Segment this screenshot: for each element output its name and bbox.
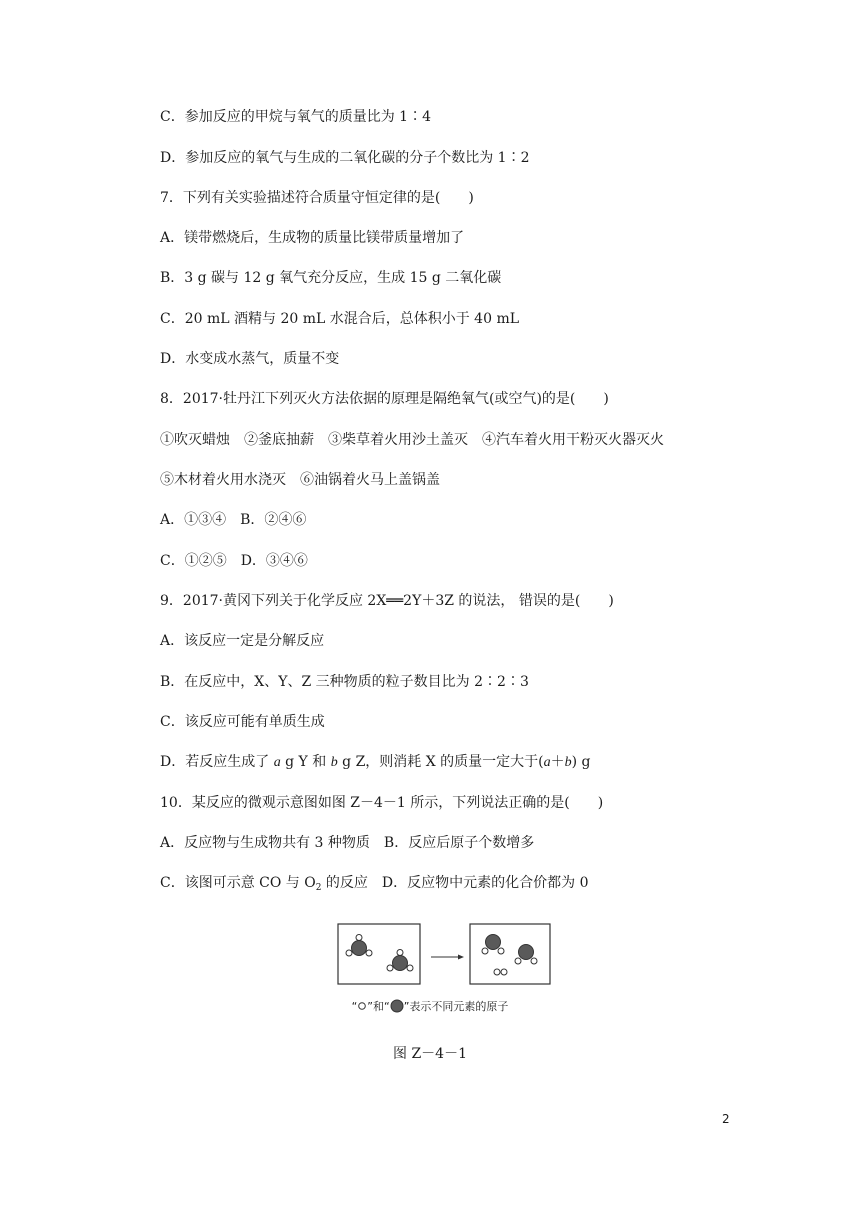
reaction-arrow: [431, 955, 464, 960]
q7-option-c: C．20 mL 酒精与 20 mL 水混合后，总体积小于 40 mL: [160, 311, 520, 327]
light-atom: [531, 958, 537, 964]
figure-caption: 图 Z－4－1: [393, 1046, 467, 1062]
q8-items-line2: ⑤木材着火用水浇灭 ⑥油锅着火马上盖锅盖: [160, 472, 440, 488]
dark-atom: [519, 945, 534, 960]
q7-option-a: A．镁带燃烧后，生成物的质量比镁带质量增加了: [160, 230, 465, 246]
q8-options-ab: A．①③④ B．②④⑥: [160, 512, 307, 528]
light-atom: [482, 948, 488, 954]
q7-option-d: D．水变成水蒸气，质量不变: [160, 351, 340, 367]
q9-option-d: D．若反应生成了 a g Y 和 b g Z，则消耗 X 的质量一定大于(a＋b) g: [160, 754, 591, 770]
q9-option-b: B．在反应中，X、Y、Z 三种物质的粒子数目比为 2∶2∶3: [160, 674, 529, 690]
light-atom: [407, 965, 413, 971]
light-atom: [346, 950, 352, 956]
dark-atom: [352, 941, 367, 956]
products-box: [470, 924, 550, 984]
light-atom: [515, 958, 521, 964]
q8-items-line1: ①吹灭蜡烛 ②釜底抽薪 ③柴草着火用沙土盖灭 ④汽车着火用干粉灭火器灭火: [160, 432, 664, 448]
light-atom: [498, 948, 504, 954]
light-atom: [356, 935, 362, 941]
figure-legend: “ ”和“ ”表示不同元素的原子: [351, 1000, 509, 1013]
page-number: 2: [722, 1112, 730, 1126]
q9-stem: 9．2017·黄冈下列关于化学反应 2X══2Y＋3Z 的说法， 错误的是( ): [160, 593, 614, 609]
q10-stem: 10．某反应的微观示意图如图 Z－4－1 所示，下列说法正确的是( ): [160, 795, 604, 811]
q10-options-cd: C．该图可示意 CO 与 $O_2$ 的反应 D．反应物中元素的化合价都为 0: [160, 875, 589, 893]
light-atom-icon: [357, 1001, 367, 1011]
q7-option-b: B．3 g 碳与 12 g 氧气充分反应，生成 15 g 二氧化碳: [160, 270, 502, 286]
light-atom: [494, 969, 500, 975]
q8-stem: 8．2017·牡丹江下列灭火方法依据的原理是隔绝氧气(或空气)的是( ): [160, 391, 609, 407]
light-atom: [501, 969, 507, 975]
q10-options-ab: A．反应物与生成物共有 3 种物质 B．反应后原子个数增多: [160, 835, 535, 851]
dark-atom: [393, 956, 408, 971]
q6-option-d: D．参加反应的氧气与生成的二氧化碳的分子个数比为 1∶2: [160, 150, 530, 166]
light-atom: [397, 950, 403, 956]
dark-atom: [486, 935, 501, 950]
q8-options-cd: C．①②⑤ D．③④⑥: [160, 553, 308, 569]
q6-option-c: C．参加反应的甲烷与氧气的质量比为 1∶4: [160, 109, 431, 125]
q9-option-a: A．该反应一定是分解反应: [160, 633, 325, 649]
light-atom: [387, 965, 393, 971]
dark-atom-icon: [390, 999, 404, 1013]
reaction-diagram: [330, 920, 555, 988]
q7-stem: 7．下列有关实验描述符合质量守恒定律的是( ): [160, 190, 474, 206]
light-atom: [366, 950, 372, 956]
q9-option-c: C．该反应可能有单质生成: [160, 714, 325, 730]
